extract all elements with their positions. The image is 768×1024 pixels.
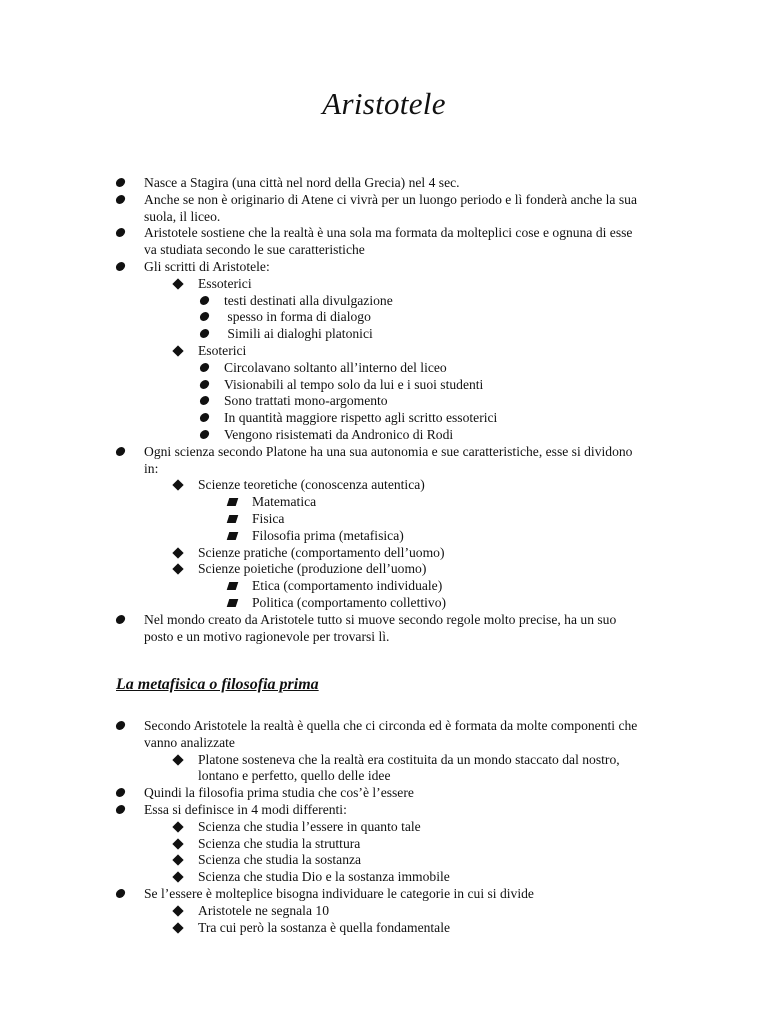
list-item: Quindi la filosofia prima studia che cos’è l’essere [116, 785, 646, 802]
list-item: Politica (comportamento collettivo) [116, 595, 646, 612]
list-item: Nel mondo creato da Aristotele tutto si muove secondo regole molto precise, ha un suo posto e un motivo ragionevole per trovarsi lì. [116, 612, 646, 646]
list-item: Aristotele ne segnala 10 [116, 903, 646, 920]
bullet-disc-icon [115, 447, 126, 456]
list-item: Essa si definisce in 4 modi differenti: [116, 802, 646, 819]
bullet-disc-icon [115, 615, 126, 624]
bullet-diamond-icon [172, 345, 183, 356]
list-item: spesso in forma di dialogo [116, 309, 646, 326]
list-item: Essoterici [116, 276, 646, 293]
list-item: Vengono risistemati da Andronico di Rodi [116, 427, 646, 444]
list-item: Fisica [116, 511, 646, 528]
bullet-diamond-icon [172, 564, 183, 575]
list-item: Scienze teoretiche (conoscenza autentica) [116, 477, 646, 494]
section-heading: La metafisica o filosofia prima [116, 676, 319, 693]
list-item: Gli scritti di Aristotele: [116, 259, 646, 276]
bullet-diamond-icon [172, 754, 183, 765]
list-item: Scienza che studia Dio e la sostanza immobile [116, 869, 646, 886]
bullet-disc-icon [115, 195, 126, 204]
list-item: Scienza che studia l’essere in quanto tale [116, 819, 646, 836]
list-item: Nasce a Stagira (una città nel nord della Grecia) nel 4 sec. [116, 175, 646, 192]
metaphysics-list [116, 718, 646, 936]
bullet-diamond-icon [172, 922, 183, 933]
bullet-disc-icon [115, 228, 126, 237]
list-item: Secondo Aristotele la realtà è quella che ci circonda ed è formata da molte componenti che vanno analizzate [116, 718, 646, 752]
bullet-diamond-icon [172, 821, 183, 832]
bullet-disc-icon [199, 380, 210, 389]
bullet-disc-icon [115, 889, 126, 898]
bullet-square-icon [227, 515, 239, 523]
list-item: Etica (comportamento individuale) [116, 578, 646, 595]
bullet-disc-icon [115, 178, 126, 187]
list-item: Filosofia prima (metafisica) [116, 528, 646, 545]
bullet-disc-icon [199, 329, 210, 338]
list-item: testi destinati alla divulgazione [116, 293, 646, 310]
list-item: Tra cui però la sostanza è quella fondamentale [116, 920, 646, 937]
bullet-diamond-icon [172, 838, 183, 849]
list-item: Sono trattati mono-argomento [116, 393, 646, 410]
list-item: Scienze pratiche (comportamento dell’uomo) [116, 545, 646, 562]
bullet-diamond-icon [172, 905, 183, 916]
list-item: Simili ai dialoghi platonici [116, 326, 646, 343]
list-item: Visionabili al tempo solo da lui e i suoi studenti [116, 377, 646, 394]
list-item: Scienze poietiche (produzione dell’uomo) [116, 561, 646, 578]
bullet-disc-icon [115, 721, 126, 730]
list-item: Anche se non è originario di Atene ci vivrà per un luongo periodo e lì fonderà anche la sua suola, il liceo. [116, 192, 646, 226]
list-item: Ogni scienza secondo Platone ha una sua autonomia e sue caratteristiche, esse si dividono in: [116, 444, 646, 478]
bullet-disc-icon [199, 296, 210, 305]
bullet-diamond-icon [172, 872, 183, 883]
bullet-disc-icon [199, 430, 210, 439]
bullet-diamond-icon [172, 480, 183, 491]
biography-list [116, 175, 646, 645]
list-item: Se l’essere è molteplice bisogna individuare le categorie in cui si divide [116, 886, 646, 903]
bullet-disc-icon [199, 413, 210, 422]
bullet-disc-icon [199, 312, 210, 321]
bullet-square-icon [227, 532, 239, 540]
list-item: Scienza che studia la sostanza [116, 852, 646, 869]
bullet-square-icon [227, 498, 239, 506]
bullet-disc-icon [115, 262, 126, 271]
list-item: Matematica [116, 494, 646, 511]
bullet-disc-icon [115, 805, 126, 814]
bullet-disc-icon [199, 396, 210, 405]
bullet-disc-icon [199, 363, 210, 372]
page-title: Aristotele [322, 86, 446, 121]
bullet-diamond-icon [172, 855, 183, 866]
list-item: Platone sosteneva che la realtà era costituita da un mondo staccato dal nostro, lontano e perfetto, quello delle idee [116, 752, 646, 786]
bullet-diamond-icon [172, 278, 183, 289]
list-item: In quantità maggiore rispetto agli scritto essoterici [116, 410, 646, 427]
bullet-disc-icon [115, 788, 126, 797]
list-item: Circolavano soltanto all’interno del liceo [116, 360, 646, 377]
bullet-square-icon [227, 599, 239, 607]
list-item: Esoterici [116, 343, 646, 360]
list-item: Aristotele sostiene che la realtà è una sola ma formata da molteplici cose e ognuna di esse va studiata secondo le sue caratteristiche [116, 225, 646, 259]
list-item: Scienza che studia la struttura [116, 836, 646, 853]
bullet-diamond-icon [172, 547, 183, 558]
bullet-square-icon [227, 582, 239, 590]
